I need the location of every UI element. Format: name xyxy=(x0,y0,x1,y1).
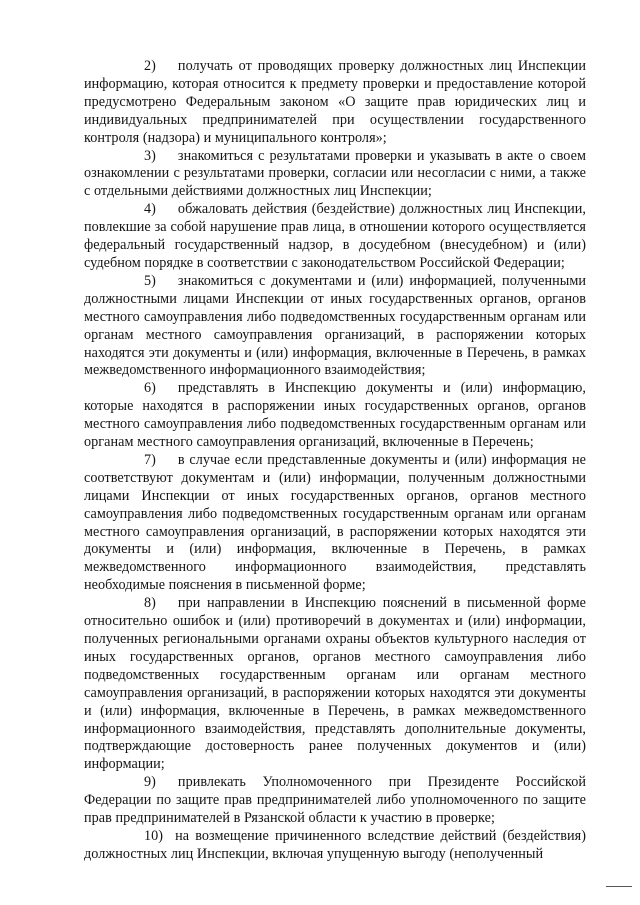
list-item-4 xyxy=(84,201,586,273)
item-text: знакомиться с результатами проверки и указывать в акте о своем ознакомлении с результатами проверки, согласии или несогласии с ними, а также с отдельными действиями должностных лиц Инспекции; xyxy=(84,147,586,200)
item-text: на возмещение причиненного вследствие действий (бездействия) должностных лиц Инспекции, включая упущенную выгоду (неполученный xyxy=(84,827,586,862)
item-text: получать от проводящих проверку должностных лиц Инспекции информацию, которая относится к предмету проверки и предоставление которой предусмотрено Федеральным законом «О защите прав юридических лиц и индивидуальных предпринимателей при осуществлении государственного контроля (надзора) и муниципального контроля»; xyxy=(84,58,586,146)
item-number: 4) xyxy=(144,201,156,218)
list-item-6 xyxy=(84,380,586,452)
item-number: 3) xyxy=(144,147,156,164)
item-text: представлять в Инспекцию документы и (или) информацию, которые находятся в распоряжении иных государственных органов, органов местного самоуправления либо подведомственных государственным органам или органам местного самоуправления организаций, включенные в Перечень; xyxy=(84,380,586,451)
list-item-5 xyxy=(84,273,586,380)
item-text: привлекать Уполномоченного при Президенте Российской Федерации по защите прав предпринимателей либо уполномоченного по защите прав предпринимателей в Рязанской области к участию в проверке; xyxy=(84,774,586,827)
item-number: 8) xyxy=(144,595,156,612)
list-item-7 xyxy=(84,452,586,595)
item-number: 7) xyxy=(144,451,156,468)
list-item-3 xyxy=(84,148,586,202)
item-number: 2) xyxy=(144,58,156,74)
item-number: 10) xyxy=(144,827,164,844)
list-item-10 xyxy=(84,828,586,864)
list-item-2 xyxy=(84,58,586,148)
item-text: в случае если представленные документы и (или) информация не соответствуют документам и (или) информации, полученным должностными лицами Инспекции от иных государственных органов, органов местного самоуправления либо подведомственных государственным органам или органам местного самоуправления организаций, в распоряжении которых находятся эти документы и (или) информация, включенные в Перечень, в рамках межведомственного информационного взаимодействия, представлять необходимые пояснения в письменной форме; xyxy=(84,451,586,594)
list-item-9 xyxy=(84,774,586,828)
item-text: при направлении в Инспекцию пояснений в письменной форме относительно ошибок и (или) противоречий в документах и (или) информации, полученных региональными органами охраны объектов культурного наследия от иных государственных органов, органов местного самоуправления либо подведомственных государственным органам или органам местного самоуправления организаций, в распоряжении которых находятся эти документы и (или) информация, включенные в Перечень, в рамках межведомственного информационного взаимодействия, представлять дополнительные документы, подтверждающие достоверность ранее полученных документов и (или) информации; xyxy=(84,595,586,773)
item-text: обжаловать действия (бездействие) должностных лиц Инспекции, повлекшие за собой нарушение прав лица, в отношении которого осуществляется федеральный государственный надзор, в досудебном (внесудебном) и (или) судебном порядке в соответствии с законодательством Российской Федерации; xyxy=(84,201,586,271)
item-number: 6) xyxy=(144,380,156,397)
item-number: 9) xyxy=(144,774,156,791)
item-text: знакомиться с документами и (или) информацией, полученными должностными лицами Инспекции от иных государственных органов, органов местного самоуправления либо подведомственных государственным органам или органам местного самоуправления организаций, в распоряжении которых находятся эти документы и (или) информация, включенные в Перечень, в рамках межведомственного информационного взаимодействия; xyxy=(84,272,586,379)
item-number: 5) xyxy=(144,272,156,289)
list-item-8 xyxy=(84,595,586,774)
page-edge-mark xyxy=(606,886,632,887)
